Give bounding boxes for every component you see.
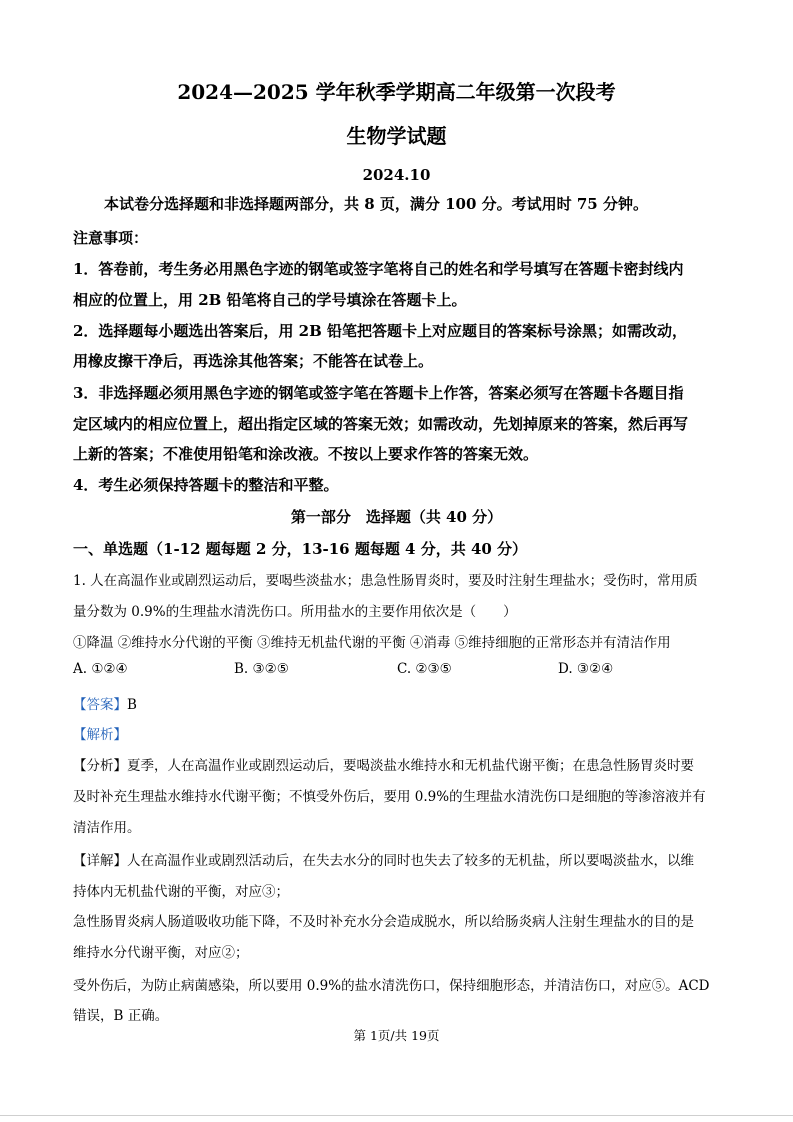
xiangjie-line: 受外伤后，为防止病菌感染，所以要用 0.9%的盐水清洗伤口，保持细胞形态，并清洁伤口，对应⑤。ACD (73, 978, 710, 994)
fenxi-line: 及时补充生理盐水维持水代谢平衡；不慎受外伤后，要用 0.9%的生理盐水清洗伤口是细胞的等渗溶液并有 (73, 789, 706, 805)
fenxi-text: 夏季，人在高温作业或剧烈运动后，要喝淡盐水维持水和无机盐代谢平衡；在患急性肠胃炎时要 (127, 758, 694, 774)
part-title: 第一部分 选择题（共 40 分） (290, 508, 503, 526)
notice-line: 1．答卷前，考生务必用黑色字迹的钢笔或签字笔将自己的姓名和学号填写在答题卡密封线内 (73, 260, 684, 278)
page-number: 第 1页/共 19页 (353, 1028, 440, 1043)
notice-line: 2．选择题每小题选出答案后，用 2B 铅笔把答题卡上对应题目的答案标号涂黑；如需改动， (73, 322, 688, 340)
xiangjie-line: 维持水分代谢平衡，对应②； (73, 945, 249, 961)
notice-line: 相应的位置上，用 2B 铅笔将自己的学号填涂在答题卡上。 (73, 291, 467, 309)
exam-title: 2024—2025 学年秋季学期高二年级第一次段考 (177, 80, 616, 104)
option-c: C. ②③⑤ (397, 661, 452, 677)
analysis-tag: 【解析】 (73, 727, 127, 743)
notice-line: 上新的答案；不准使用铅笔和涂改液。不按以上要求作答的答案无效。 (73, 445, 539, 463)
notice-line: 4．考生必须保持答题卡的整洁和平整。 (73, 476, 339, 494)
option-b: B. ③②⑤ (234, 661, 289, 677)
answer-line (73, 693, 137, 713)
fenxi-line (73, 754, 694, 774)
notice-line: 3．非选择题必须用黑色字迹的钢笔或签字笔在答题卡上作答，答案必须写在答题卡各题目指 (73, 384, 684, 402)
xiangjie-line: 持体内无机盐代谢的平衡，对应③； (73, 884, 289, 900)
notice-heading: 注意事项： (73, 229, 149, 247)
answer-tag: 【答案】 (73, 697, 127, 713)
xiangjie-tag: 【详解】 (73, 853, 127, 869)
fenxi-tag: 【分析】 (73, 758, 127, 774)
xiangjie-line: 错误，B 正确。 (73, 1008, 169, 1024)
answer-value: B (127, 697, 137, 713)
question-items: ①降温 ②维持水分代谢的平衡 ③维持无机盐代谢的平衡 ④消毒 ⑤维持细胞的正常形态并有清洁作用 (73, 635, 671, 651)
xiangjie-line: 急性肠胃炎病人肠道吸收功能下降，不及时补充水分会造成脱水，所以给肠炎病人注射生理盐水的目的是 (73, 914, 694, 930)
exam-intro: 本试卷分选择题和非选择题两部分，共 8 页，满分 100 分。考试用时 75 分钟。 (104, 195, 648, 213)
question-stem: 量分数为 0.9%的生理盐水清洗伤口。所用盐水的主要作用依次是（ ） (73, 604, 517, 620)
exam-subtitle: 生物学试题 (346, 124, 447, 148)
xiangjie-line (73, 849, 694, 869)
exam-date: 2024.10 (362, 166, 431, 184)
question-stem: 1. 人在高温作业或剧烈运动后，要喝些淡盐水；患急性肠胃炎时，要及时注射生理盐水；受伤时，常用质 (73, 573, 698, 589)
fenxi-line: 清洁作用。 (73, 820, 141, 836)
notice-line: 用橡皮擦干净后，再选涂其他答案；不能答在试卷上。 (73, 352, 434, 370)
notice-line: 定区域内的相应位置上，超出指定区域的答案无效；如需改动，先划掉原来的答案，然后再写 (73, 415, 689, 433)
page-bottom-divider (0, 1115, 793, 1116)
section-heading: 一、单选题（1-12 题每题 2 分，13-16 题每题 4 分，共 40 分） (73, 540, 528, 558)
xiangjie-text: 人在高温作业或剧烈活动后，在失去水分的同时也失去了较多的无机盐，所以要喝淡盐水，以维 (127, 853, 694, 869)
option-a: A. ①②④ (73, 661, 128, 677)
option-d: D. ③②④ (558, 661, 614, 677)
